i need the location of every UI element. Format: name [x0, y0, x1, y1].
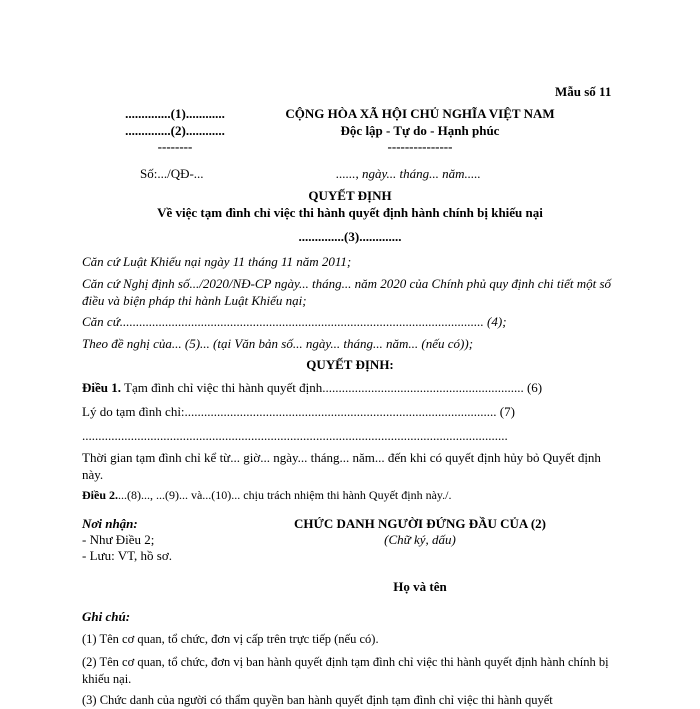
issuing-body: ..............(2)............	[125, 123, 225, 138]
blank-dotted-line: ...................................................................................................................................	[82, 428, 508, 443]
suspension-reason: Lý do tạm đình chỉ:................................................................................................ (7)	[82, 404, 515, 419]
basis-decree: Căn cứ Nghị định số.../2020/NĐ-CP ngày... tháng... năm 2020 của Chính phủ quy định chi tiết một số điều và biện pháp thi hành Luật Khiếu nại;	[82, 276, 612, 308]
basis-other: Căn cứ................................................................................................................ (4);	[82, 314, 507, 329]
national-motto: Độc lập - Tự do - Hạnh phúc	[340, 123, 500, 138]
recipient-item: - Như Điều 2;	[82, 532, 155, 547]
notes-title: Ghi chú:	[82, 609, 131, 624]
article-1-label: Điều 1.	[82, 380, 121, 395]
national-title: CỘNG HÒA XÃ HỘI CHỦ NGHĨA VIỆT NAM	[285, 106, 555, 121]
article-1	[82, 379, 618, 396]
document-subtitle: Về việc tạm đình chỉ việc thi hành quyết định hành chính bị khiếu nại	[157, 205, 543, 220]
signer-name: Họ và tên	[393, 579, 447, 594]
note-item: (3) Chức danh của người có thẩm quyền ban hành quyết định tạm đình chỉ việc thi hành quyết	[82, 693, 553, 707]
document-title: QUYẾT ĐỊNH	[308, 188, 392, 203]
recipient-item: - Lưu: VT, hồ sơ.	[82, 548, 172, 563]
basis-law: Căn cứ Luật Khiếu nại ngày 11 tháng 11 năm 2011;	[82, 254, 352, 269]
suspension-time: Thời gian tạm đình chỉ kể từ... giờ... ngày... tháng... năm... đến khi có quyết định hủy bỏ Quyết định này.	[82, 450, 601, 482]
article-2-label: Điều 2.	[82, 488, 118, 502]
note-item: (1) Tên cơ quan, tổ chức, đơn vị cấp trên trực tiếp (nếu có).	[82, 632, 379, 646]
note-item: (2) Tên cơ quan, tổ chức, đơn vị ban hành quyết định tạm đình chỉ việc thi hành quyết định hành chính bị khiếu nại.	[82, 655, 609, 686]
signature-title: CHỨC DANH NGƯỜI ĐỨNG ĐẦU CỦA (2)	[293, 516, 547, 531]
document-number: Số:.../QĐ-...	[140, 166, 204, 181]
authority-line: ..............(3).............	[298, 229, 402, 244]
decision-heading: QUYẾT ĐỊNH:	[306, 357, 394, 372]
issuing-body-parent: ..............(1)............	[125, 106, 225, 121]
article-1-text: Tạm đình chỉ việc thi hành quyết định.............................................................. (6)	[124, 380, 543, 395]
basis-proposal: Theo đề nghị của... (5)... (tại Văn bản số... ngày... tháng... năm... (nếu có));	[82, 336, 474, 351]
document-date: ......, ngày... tháng... năm.....	[336, 166, 481, 181]
article-2-text: ...(8)..., ...(9)... và...(10)... chịu trách nhiệm thi hành Quyết định này./.	[118, 488, 452, 502]
recipients-title: Nơi nhận:	[82, 516, 138, 531]
signature-note: (Chữ ký, dấu)	[384, 532, 456, 547]
article-2	[82, 487, 618, 504]
header-right-rule: ---------------	[387, 139, 453, 154]
header-left-rule: --------	[157, 139, 193, 154]
form-number: Mẫu số 11	[555, 84, 612, 99]
